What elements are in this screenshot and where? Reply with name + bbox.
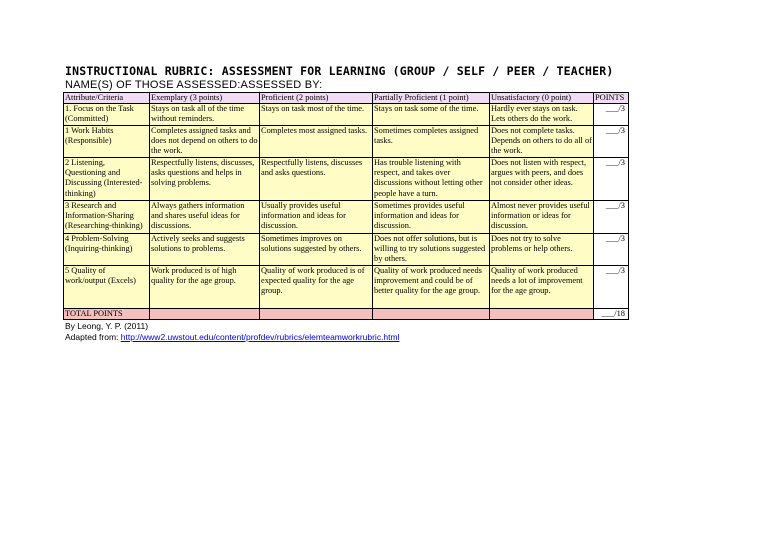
- row-attribute: 1. Focus on the Task (Committed): [64, 104, 150, 126]
- rubric-table: [63, 92, 629, 320]
- row-unsatisfactory: Does not try to solve problems or help others.: [490, 234, 594, 266]
- source-link[interactable]: http://www2.uwstout.edu/content/profdev/rubrics/elemteamworkrubric.html: [120, 332, 400, 342]
- row-exemplary: Completes assigned tasks and does not depend on others to do the work.: [150, 126, 260, 158]
- total-label: TOTAL POINTS: [64, 309, 150, 320]
- row-proficient: Sometimes improves on solutions suggested by others.: [260, 234, 373, 266]
- table-row: [64, 126, 629, 158]
- row-partial: Quality of work produced needs improvement and could be of better quality for the age group.: [373, 266, 490, 309]
- row-proficient: Usually provides useful information and ideas for discussion.: [260, 201, 373, 234]
- row-points[interactable]: ___/3: [594, 266, 629, 309]
- table-row: [64, 201, 629, 234]
- row-attribute: 1 Work Habits (Responsible): [64, 126, 150, 158]
- row-exemplary: Always gathers information and shares useful ideas for discussions.: [150, 201, 260, 234]
- header-exemplary: Exemplary (3 points): [150, 93, 260, 104]
- row-proficient: Stays on task most of the time.: [260, 104, 373, 126]
- header-row: [64, 93, 629, 104]
- row-points[interactable]: ___/3: [594, 201, 629, 234]
- row-unsatisfactory: Does not complete tasks. Depends on others to do all of the work.: [490, 126, 594, 158]
- row-points[interactable]: ___/3: [594, 104, 629, 126]
- names-line: NAME(S) OF THOSE ASSESSED:ASSESSED BY:: [65, 79, 323, 91]
- header-points: POINTS: [594, 93, 629, 104]
- header-partial: Partially Proficient (1 point): [373, 93, 490, 104]
- row-points[interactable]: ___/3: [594, 126, 629, 158]
- row-exemplary: Stays on task all of the time without reminders.: [150, 104, 260, 126]
- table-row: [64, 266, 629, 309]
- row-attribute: 3 Research and Information-Sharing (Researching-thinking): [64, 201, 150, 234]
- row-exemplary: Actively seeks and suggests solutions to problems.: [150, 234, 260, 266]
- row-attribute: 5 Quality of work/output (Excels): [64, 266, 150, 309]
- table-row: [64, 158, 629, 201]
- total-empty: [260, 309, 373, 320]
- row-points[interactable]: ___/3: [594, 158, 629, 201]
- row-unsatisfactory: Hardly ever stays on task. Lets others do the work.: [490, 104, 594, 126]
- row-proficient: Completes most assigned tasks.: [260, 126, 373, 158]
- row-partial: Does not offer solutions, but is willing to try solutions suggested by others.: [373, 234, 490, 266]
- author-credit: By Leong, Y. P. (2011): [65, 321, 149, 331]
- total-points[interactable]: ___/18: [594, 309, 629, 320]
- table-row: [64, 234, 629, 266]
- row-unsatisfactory: Does not listen with respect, argues with peers, and does not consider other ideas.: [490, 158, 594, 201]
- header-attribute: Attribute/Criteria: [64, 93, 150, 104]
- row-partial: Has trouble listening with respect, and takes over discussions without letting other people have a turn.: [373, 158, 490, 201]
- adapted-from: [65, 332, 400, 342]
- row-proficient: Respectfully listens, discusses and asks questions.: [260, 158, 373, 201]
- adapted-label: Adapted from:: [65, 332, 121, 342]
- total-empty: [150, 309, 260, 320]
- row-unsatisfactory: Almost never provides useful information or ideas for discussion.: [490, 201, 594, 234]
- row-attribute: 4 Problem-Solving (Inquiring-thinking): [64, 234, 150, 266]
- total-row: [64, 309, 629, 320]
- rubric-title: INSTRUCTIONAL RUBRIC: ASSESSMENT FOR LEARNING (GROUP / SELF / PEER / TEACHER): [65, 64, 614, 78]
- table-row: [64, 104, 629, 126]
- row-unsatisfactory: Quality of work produced needs a lot of improvement for the age group.: [490, 266, 594, 309]
- total-empty: [373, 309, 490, 320]
- row-attribute: 2 Listening, Questioning and Discussing (Interested-thinking): [64, 158, 150, 201]
- header-proficient: Proficient (2 points): [260, 93, 373, 104]
- row-exemplary: Work produced is of high quality for the age group.: [150, 266, 260, 309]
- row-points[interactable]: ___/3: [594, 234, 629, 266]
- row-partial: Stays on task some of the time.: [373, 104, 490, 126]
- row-exemplary: Respectfully listens, discusses, asks questions and helps in solving problems.: [150, 158, 260, 201]
- total-empty: [490, 309, 594, 320]
- row-partial: Sometimes completes assigned tasks.: [373, 126, 490, 158]
- header-unsatisfactory: Unsatisfactory (0 point): [490, 93, 594, 104]
- row-partial: Sometimes provides useful information and ideas for discussion.: [373, 201, 490, 234]
- row-proficient: Quality of work produced is of expected quality for the age group.: [260, 266, 373, 309]
